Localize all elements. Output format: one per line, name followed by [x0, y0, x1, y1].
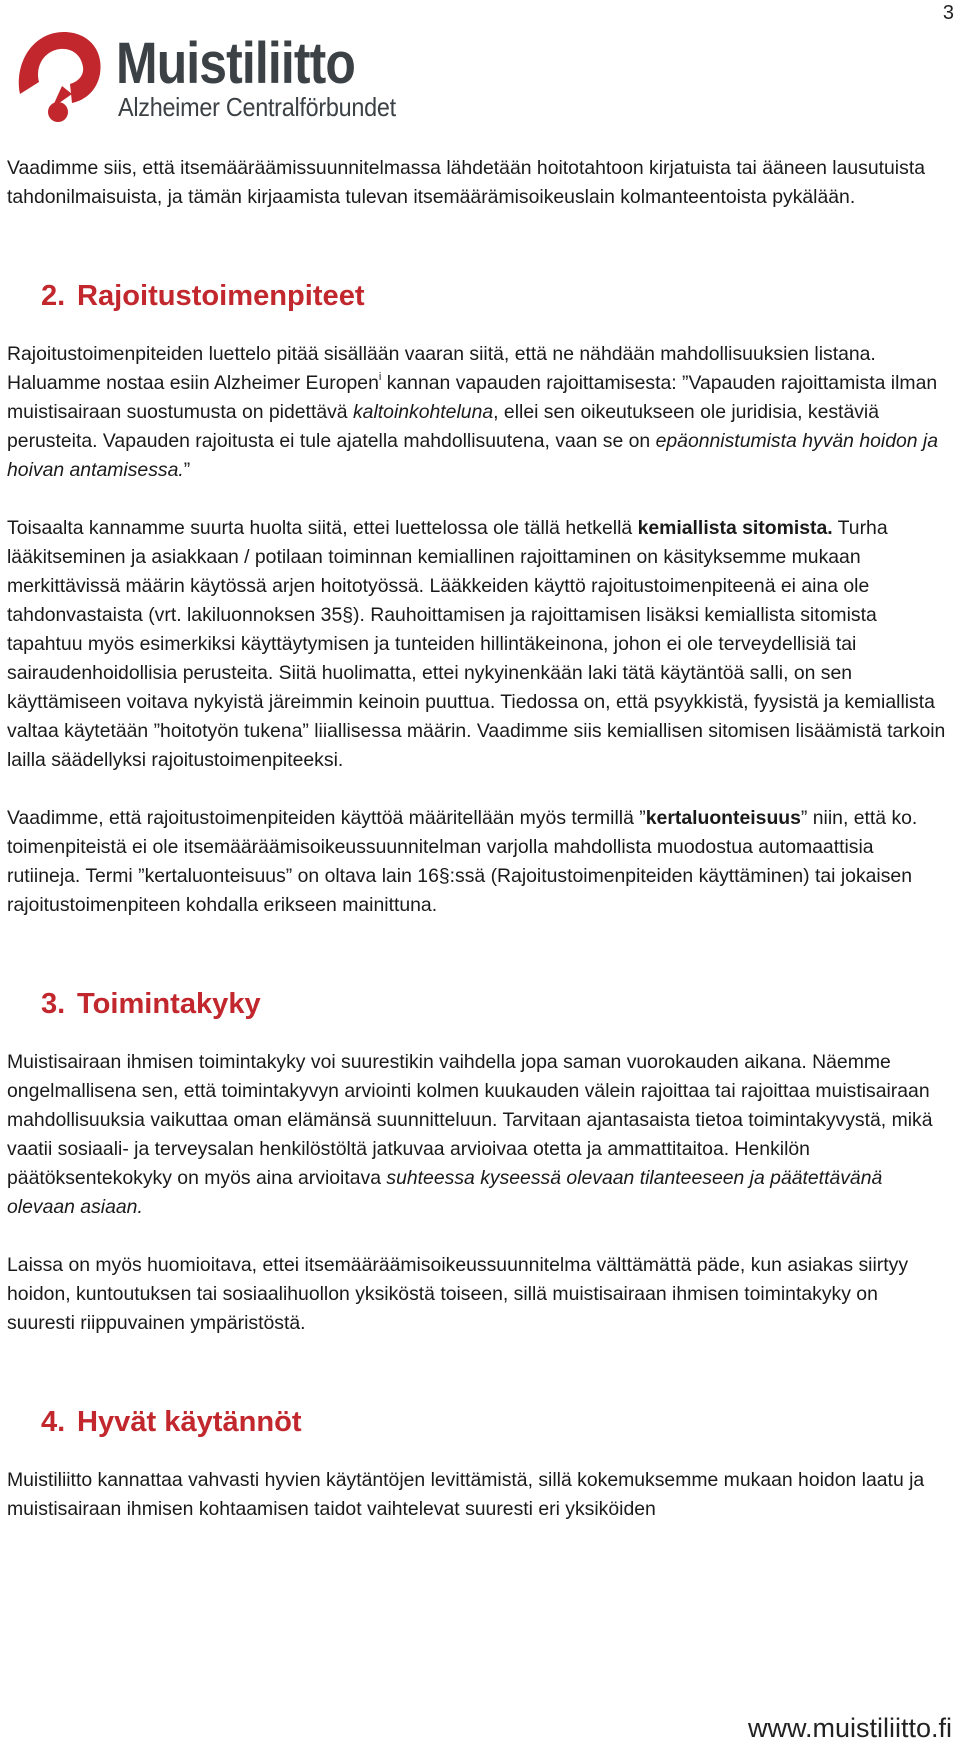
text-run: , ellei sen oikeutukseen ole juridisia, kestäviä perusteita. Vapauden rajoitusta ei tule ajatella mahdollisuutena, vaan se on — [7, 401, 880, 452]
logo-name: Muistiliitto — [116, 31, 356, 96]
document-body — [7, 154, 947, 1524]
section-4-number: 4. — [41, 1406, 66, 1438]
italic-text: kaltoinkohteluna — [352, 401, 494, 423]
text-run: Toisaalta kannamme suurta huolta siitä, ettei luettelossa ole tällä hetkellä — [7, 517, 638, 539]
footnote-marker: i — [378, 371, 382, 383]
bold-text: kemiallista sitomista. — [637, 517, 833, 539]
section-2-paragraph-3 — [7, 804, 947, 920]
section-2-heading — [7, 282, 947, 311]
footer-url: www.muistiliitto.fi — [747, 1713, 952, 1743]
italic-text: epäonnistumista hyvän hoidon ja hoivan antamisessa. — [7, 430, 939, 481]
section-3-number: 3. — [41, 988, 66, 1020]
section-3-title: Toimintakyky — [77, 988, 261, 1020]
section-3-paragraph-2: Laissa on myös huomioitava, ettei itsemääräämisoikeussuunnitelma välttämättä päde, kun asiakas siirtyy hoidon, kuntoutuksen tai sosiaalihuollon yksiköstä toiseen, sillä muistisairaan ihmisen toimintakyky on suuresti riippuvainen ympäristöstä. — [7, 1254, 909, 1334]
section-3-paragraph-1 — [7, 1048, 947, 1222]
section-4-paragraph-1: Muistiliitto kannattaa vahvasti hyvien käytäntöjen levittämistä, sillä kokemuksemme mukaan hoidon laatu ja muistisairaan ihmisen kohtaamisen taidot vaihtelevat suuresti eri yksiköiden — [7, 1469, 925, 1520]
text-run: Muistisairaan ihmisen toimintakyky voi suurestikin vaihdella jopa saman vuorokauden aikana. Näemme ongelmallisena sen, että toimintakyvyn arviointi kolmen kuukauden välein rajoittaa tai rajoittaa muistisairaan mahdollisuuksia vaikuttaa oman elämänsä suunnitteluun. Tarvitaan ajantasaista tietoa toimintakyvystä, mikä vaatii sosiaali- ja terveysalan henkilöstöltä jatkuvaa arvioivaa otetta ja ammattitaitoa. Henkilön päätöksentekokyky on myös aina arvioitava — [7, 1051, 933, 1189]
section-4-heading — [7, 1408, 947, 1437]
text-run: ” — [183, 459, 191, 481]
section-2-paragraph-2 — [7, 514, 947, 775]
page-number: 3 — [942, 2, 954, 24]
text-run: Vaadimme, että rajoitustoimenpiteiden käyttöä määritellään myös termillä ” — [7, 807, 646, 829]
section-4-title: Hyvät käytännöt — [77, 1406, 302, 1438]
muistiliitto-logo — [8, 24, 428, 124]
intro-paragraph: Vaadimme siis, että itsemääräämissuunnitelmassa lähdetään hoitotahtoon kirjatuista tai ääneen lausutuista tahdonilmaisuista, ja tämän kirjaamista tulevan itsemäärämisoikeuslain kolmanteentoista pykälään. — [7, 157, 925, 208]
bold-text: kertaluonteisuus — [645, 807, 801, 829]
text-run: kannan vapauden rajoittamisesta: ”Vapauden rajoittamista ilman muistisairaan suostumusta on pidettävä — [7, 372, 938, 423]
section-2-title: Rajoitustoimenpiteet — [77, 280, 365, 312]
italic-text: suhteessa kyseessä olevaan tilanteeseen ja päätettävänä olevaan asiaan. — [7, 1167, 883, 1218]
text-run: Turha lääkitseminen ja asiakkaan / potilaan toiminnan kemiallinen rajoittaminen on käsityksemme mukaan merkittävissä määrin käytössä arjen hoitotyössä. Lääkkeiden käyttö rajoitustoimenpiteenä ei aina ole tahdonvastaista (vrt. lakiluonnoksen 35§). Rauhoittamisen ja rajoittamisen lisäksi kemiallista sitomista tapahtuu myös esimerkiksi käyttäytymisen ja tunteiden hillintäkeinona, johon ei ole terveydellisiä tai sairaudenhoidollisia perusteita. Siitä huolimatta, ettei nykyinenkään laki tätä käytäntöä salli, on sen käyttämiseen voitava nykyistä järeimmin keinoin puuttua. Tiedossa on, että psyykkistä, fyysistä ja kemiallista valtaa käytetään ”hoitotyön tukena” liiallisessa määrin. Vaadimme siis kemiallisen sitomisen lisäämistä tarkoin lailla säädellyksi rajoitustoimenpiteeksi. — [7, 517, 946, 771]
section-3-heading — [7, 990, 947, 1019]
logo-mark-icon — [8, 24, 108, 124]
section-2-number: 2. — [41, 280, 66, 312]
text-run: Rajoitustoimenpiteiden luettelo pitää sisällään vaaran siitä, että ne nähdään mahdollisuuksien listana. Haluamme nostaa esiin Alzheimer Europen — [7, 343, 876, 394]
text-run: ” niin, että ko. toimenpiteistä ei ole itsemääräämisoikeussuunnitelman varjolla mahdollista muodostua automaattisia rutiineja. Termi ”kertaluonteisuus” on oltava lain 16§:ssä (Rajoitustoimenpiteiden käyttäminen) tai jokaisen rajoitustoimenpiteen kohdalla erikseen mainittuna. — [7, 807, 918, 916]
logo-subtitle: Alzheimer Centralförbundet — [118, 92, 396, 122]
section-2-paragraph-1 — [7, 340, 947, 485]
